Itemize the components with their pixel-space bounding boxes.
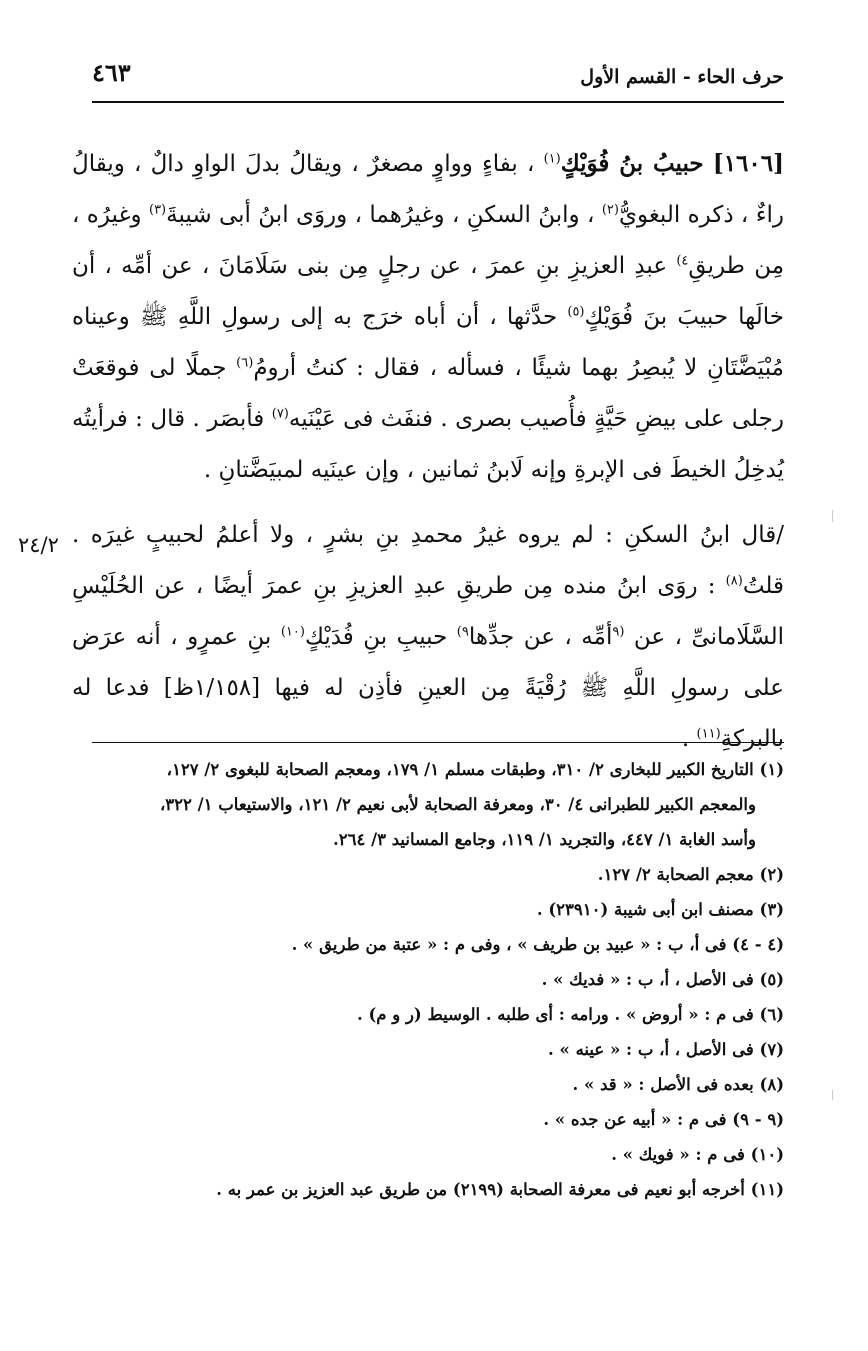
entry-number: [١٦٠٦]: [712, 150, 785, 177]
main-text: [72, 138, 784, 765]
page-header: [92, 58, 784, 98]
entry-text: فأبصَر . قال : فرأيتُه يُدخِلُ الخيطَ فى الإبرةِ وإنه لَابنُ ثمانين ، وإن عينَيه لمبيَضَّتانِ .: [72, 406, 784, 483]
footnote-marker: (٩: [612, 624, 625, 640]
page-number: ٤٦٣: [92, 58, 131, 87]
entry-text: وغيرُه ، مِن طريقِ: [72, 202, 785, 279]
footnotes: [92, 752, 784, 1207]
footnote-marker: ٩): [456, 624, 469, 640]
footnote-line: (٢) معجم الصحابة ٢/ ١٢٧.: [597, 865, 784, 884]
commentary-text: بنِ عمرٍو ، أنه عرَض على رسولِ اللَّهِ ﷺ رُقْيَةً مِن العينِ فأذِن له فيها [١/١٥٨ظ] فدعا له بالبركةِ: [72, 624, 784, 752]
commentary-paragraph: [72, 510, 784, 765]
footnote-marker: (٥): [567, 304, 585, 320]
header-rule: [92, 101, 784, 103]
commentary-text: أمِّه ، عن جدِّها: [468, 624, 613, 650]
footnote-marker: (٢): [601, 202, 619, 218]
footnote-line: (٧) فى الأصل ، أ، ب : « عينه » .: [548, 1040, 784, 1059]
scan-mark: [832, 510, 833, 522]
entry-paragraph: [72, 138, 784, 496]
entry-name: حبيبُ بنُ فُوَيْكٍ: [560, 150, 704, 177]
footnote-line: (١) التاريخ الكبير للبخارى ٢/ ٣١٠، وطبقات مسلم ١/ ١٧٩، ومعجم الصحابة للبغوى ٢/ ١٢٧،: [166, 760, 784, 779]
scan-mark: [832, 1090, 833, 1100]
commentary-text: .: [681, 726, 690, 752]
footnote-line: (١٠) فى م : « فويك » .: [611, 1145, 784, 1164]
entry-text: عبدِ العزيزِ بنِ عمرَ ، عن رجلٍ مِن بنى سَلَامَانَ ، عن أمِّه ، أن خالَها حبيبَ بنَ فُوَيْكٍ: [72, 253, 785, 330]
running-title: حرف الحاء - القسم الأول: [580, 66, 784, 88]
footnote-line: (٣) مصنف ابن أبى شيبة (٢٣٩١٠) .: [536, 900, 784, 919]
footnote-marker: (١): [543, 151, 561, 167]
footnote-line: (٥) فى الأصل ، أ، ب : « فديك » .: [541, 970, 784, 989]
commentary-text: /قال ابنُ السكنِ : لم يروه غيرُ محمدِ بنِ بشرٍ ، ولا أعلمُ لحبيبٍ غيرَه . قلتُ: [72, 522, 785, 599]
footnote-marker: ٤): [676, 253, 689, 269]
footnote-marker: (٦): [236, 355, 254, 371]
commentary-text: : روَى ابنُ منده مِن طريقِ عبدِ العزيزِ بنِ عمرَ أيضًا ، عن الحُلَيْسِ السَّلَامانىِّ ، عن: [72, 573, 785, 650]
entry-text: ، وابنُ السكنِ ، وغيرُهما ، وروَى ابنُ أبى شيبةَ: [166, 202, 595, 228]
footnote-marker: (١٠): [280, 624, 305, 640]
footnote-marker: (١١): [696, 726, 721, 742]
footnote-marker: (٣): [148, 202, 167, 218]
commentary-text: حبيبِ بنِ فُدَيْكٍ: [304, 624, 448, 650]
entry-text: حدَّثها ، أن أباه خرَج به إلى رسولِ اللَّهِ ﷺ وعيناه مُبْيَضَّتَانِ لا يُبصِرُ بهما شيئًا ، فسأله ، فقال : كنتُ أرومُ: [72, 304, 785, 381]
entry-text: جملًا لى فوقعَتْ رجلى على بيضِ حَيَّةٍ فأُصيب بصرى . فنفَث فى عَيْنَيه: [72, 355, 784, 432]
footnote-line: (١١) أخرجه أبو نعيم فى معرفة الصحابة (٢١٩٩) من طريق عبد العزيز بن عمر به .: [216, 1180, 784, 1199]
footnote-marker: (٨): [725, 573, 743, 589]
footnote-line: (٨) بعده فى الأصل : « قد » .: [572, 1075, 784, 1094]
footnote-line: (٦) فى م : « أروض » . ورامه : أى طلبه . الوسيط (ر و م) .: [356, 1005, 784, 1024]
margin-reference: ٢٤/٢: [18, 533, 59, 557]
footnote-line: والمعجم الكبير للطبرانى ٤/ ٣٠، ومعرفة الصحابة لأبى نعيم ٢/ ١٢١، والاستيعاب ١/ ٣٢٢،: [159, 795, 756, 814]
footnotes-rule: [92, 742, 784, 743]
footnote-line: (٩ - ٩) فى م : « أبيه عن جده » .: [543, 1110, 784, 1129]
entry-text: ، بفاءٍ وواوٍ مصغرٌ ، ويقالُ بدلَ الواوِ دالٌ ، ويقالُ راءٌ ، ذكره البغويُّ: [72, 151, 785, 228]
footnote-marker: (٧): [271, 406, 289, 422]
footnote-line: وأسد الغابة ١/ ٤٤٧، والتجريد ١/ ١١٩، وجامع المسانيد ٣/ ٢٦٤.: [333, 830, 756, 849]
footnote-line: (٤ - ٤) فى أ، ب : « عبيد بن طريف » ، وفى م : « عتبة من طريق » .: [291, 935, 784, 954]
